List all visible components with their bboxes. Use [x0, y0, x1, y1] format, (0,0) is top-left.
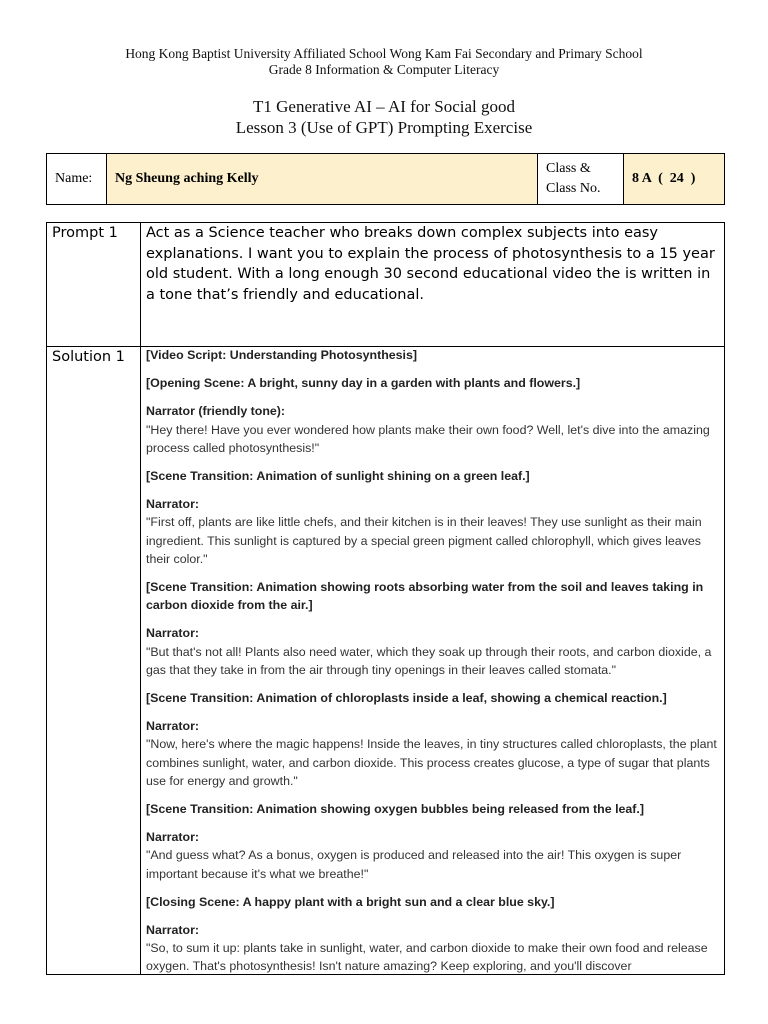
solution-paragraph — [146, 578, 719, 614]
solution-cell — [141, 347, 725, 975]
solution-text — [146, 347, 719, 973]
title-line-2: Lesson 3 (Use of GPT) Prompting Exercise — [235, 118, 533, 137]
solution-paragraph-heading: Narrator: — [146, 497, 200, 512]
solution-paragraph-text: "First off, plants are like little chefs, and their kitchen is in their leaves! They use sunlight as their main ingredient. This sunlight is captured by a special green pigment called chlorophyll, which gives leaves their color." — [146, 515, 702, 566]
name-label: Name: — [47, 154, 107, 205]
student-info-table — [46, 153, 725, 205]
class-label-line-1: Class & — [546, 161, 591, 176]
solution-paragraph — [146, 347, 719, 364]
document-title — [0, 96, 768, 138]
solution-paragraph-heading: Narrator: — [146, 830, 200, 845]
solution-paragraph-heading: Narrator: — [146, 719, 200, 734]
solution-paragraph — [146, 893, 719, 911]
solution-label: Solution 1 — [47, 347, 141, 975]
solution-paragraph-heading: Narrator: — [146, 923, 200, 938]
course-name: Grade 8 Information & Computer Literacy — [268, 62, 500, 77]
prompt-solution-table — [46, 222, 725, 975]
solution-paragraph-heading: [Opening Scene: A bright, sunny day in a garden with plants and flowers.] — [146, 376, 581, 391]
solution-paragraph-heading: [Closing Scene: A happy plant with a bright sun and a clear blue sky.] — [146, 894, 555, 909]
prompt-label: Prompt 1 — [47, 223, 141, 347]
solution-paragraph — [146, 717, 719, 790]
solution-paragraph — [146, 800, 719, 818]
solution-paragraph-text: "So, to sum it up: plants take in sunlight, water, and carbon dioxide to make their own food and release oxygen. That's photosynthesis! Isn't nature amazing? Keep exploring, and you'll discover — [146, 941, 708, 973]
solution-paragraph — [146, 495, 719, 568]
solution-paragraph-heading: Narrator (friendly tone): — [146, 404, 286, 419]
name-value: Ng Sheung aching Kelly — [107, 154, 538, 205]
class-value: 8 A ( 24 ) — [624, 154, 725, 205]
solution-paragraph — [146, 921, 719, 973]
solution-paragraph — [146, 402, 719, 457]
solution-paragraph-heading: Narrator: — [146, 626, 200, 641]
solution-paragraph — [146, 689, 719, 707]
school-name: Hong Kong Baptist University Affiliated School Wong Kam Fai Secondary and Primary School — [125, 46, 643, 61]
solution-paragraph-text: "And guess what? As a bonus, oxygen is produced and released into the air! This oxygen is super important because it's what we breathe!" — [146, 848, 682, 881]
solution-paragraph-text: "Hey there! Have you ever wondered how plants make their own food? Well, let's dive into the amazing process called photosynthesis!" — [146, 422, 710, 455]
class-label-line-2: Class No. — [546, 181, 601, 196]
prompt-text: Act as a Science teacher who breaks down complex subjects into easy explanations. I want you to explain the process of photosynthesis to a 15 year old student. With a long enough 30 second educational video the is written in a tone that’s friendly and educational. — [141, 223, 725, 347]
solution-paragraph-heading: [Scene Transition: Animation of sunlight shining on a green leaf.] — [146, 469, 530, 484]
solution-paragraph — [146, 374, 719, 392]
solution-paragraph-text: "Now, here's where the magic happens! Inside the leaves, in tiny structures called chloroplasts, the plant combines sunlight, water, and carbon dioxide. This process creates glucose, a type of sugar that plants use for energy and growth." — [146, 737, 717, 788]
solution-paragraph-heading: [Scene Transition: Animation of chloroplasts inside a leaf, showing a chemical reaction.] — [146, 691, 667, 706]
class-label — [538, 154, 624, 205]
title-line-1: T1 Generative AI – AI for Social good — [252, 97, 515, 116]
solution-scroll-area — [146, 347, 719, 973]
solution-paragraph — [146, 624, 719, 679]
solution-paragraph-text: "But that's not all! Plants also need water, which they soak up through their roots, and carbon dioxide, a gas that they take in from the air through tiny openings in their leaves called stomata." — [146, 644, 712, 677]
solution-paragraph-heading: [Video Script: Understanding Photosynthesis] — [146, 348, 418, 362]
document-header — [0, 46, 768, 78]
solution-paragraph — [146, 467, 719, 485]
solution-paragraph — [146, 828, 719, 883]
solution-paragraph-heading: [Scene Transition: Animation showing roots absorbing water from the soil and leaves taking in carbon dioxide from the air.] — [146, 580, 704, 613]
solution-paragraph-heading: [Scene Transition: Animation showing oxygen bubbles being released from the leaf.] — [146, 802, 644, 817]
